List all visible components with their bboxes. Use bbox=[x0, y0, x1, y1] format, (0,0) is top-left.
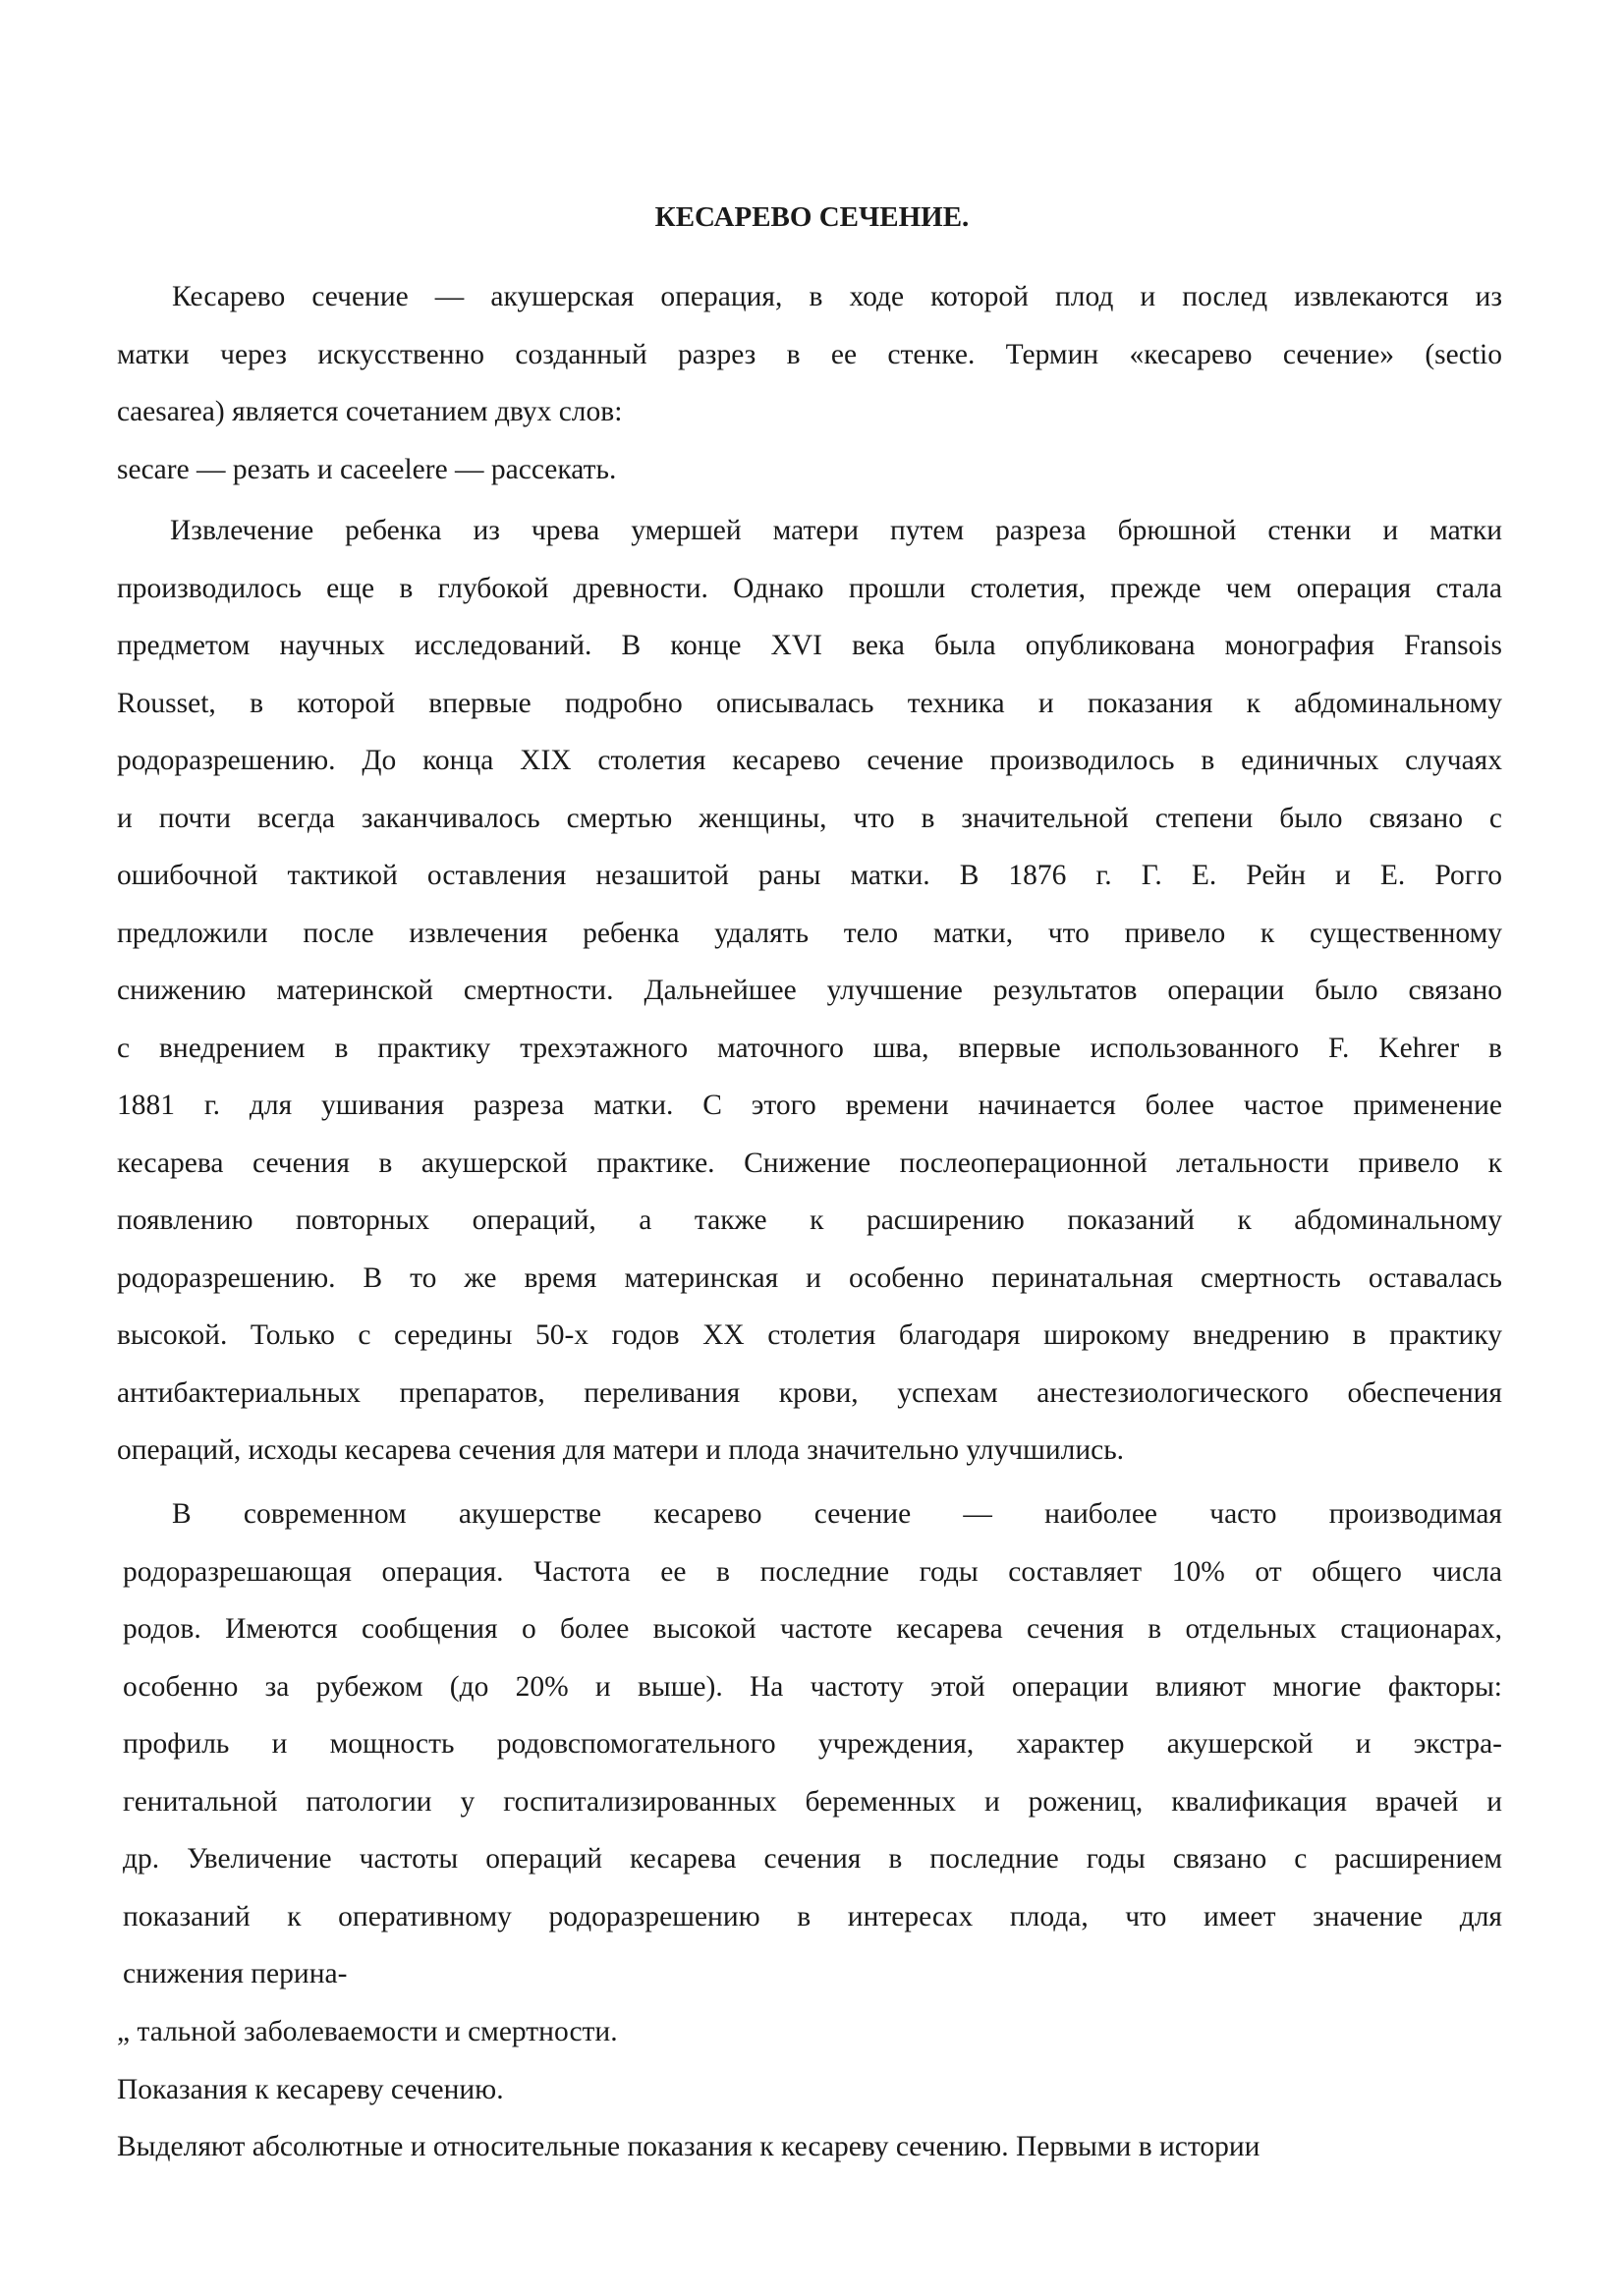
text-line: „ тальной заболеваемости и смертности. bbox=[117, 2016, 618, 2047]
text-line: кесарева сечения в акушерской практике. Снижение послеоперационной летальности привело к bbox=[117, 1147, 1502, 1179]
text-line: родоразрешению. В то же время материнская и особенно перинатальная смертность оставалась bbox=[117, 1261, 1502, 1294]
text-line: высокой. Только с середины 50-х годов XX столетия благодаря широкому внедрению в практику bbox=[117, 1319, 1502, 1351]
section-heading: Показания к кесареву сечению. bbox=[117, 2073, 504, 2105]
text-line: снижения перина- bbox=[123, 1958, 348, 1989]
text-line: secare — резать и caceelere — рассекать. bbox=[117, 453, 617, 485]
text-line: родов. Имеются сообщения о более высокой частоте кесарева сечения в отдельных стационарах, bbox=[123, 1613, 1502, 1645]
text-line: предложили после извлечения ребенка удалять тело матки, что привело к существенному bbox=[117, 917, 1502, 949]
document-title: КЕСАРЕВО СЕЧЕНИЕ. bbox=[654, 201, 970, 233]
text-line: генитальной патологии у госпитализированных беременных и рожениц, квалификация врачей и bbox=[123, 1785, 1502, 1818]
text-line: Rousset, в которой впервые подробно описывалась техника и показания к абдоминальному bbox=[117, 687, 1502, 719]
paragraph-3 bbox=[123, 1485, 1502, 2003]
text-line: матки через искусственно созданный разрез в ее стенке. Термин «кесарево сечение» (sectio bbox=[117, 338, 1502, 370]
text-line: ошибочной тактикой оставления незашитой раны матки. В 1876 г. Г. Е. Рейн и Е. Рогго bbox=[117, 860, 1502, 891]
text-line: с внедрением в практику трехэтажного маточного шва, впервые использованного F. Kehrer в bbox=[117, 1032, 1502, 1064]
text-line: показаний к оперативному родоразрешению в интересах плода, что имеет значение для bbox=[123, 1900, 1502, 1932]
text-line: профиль и мощность родовспомогательного учреждения, характер акушерской и экстра- bbox=[123, 1728, 1502, 1760]
text-line: производилось еще в глубокой древности. Однако прошли столетия, прежде чем операция стала bbox=[117, 572, 1502, 604]
text-line: появлению повторных операций, а также к расширению показаний к абдоминальному bbox=[117, 1204, 1502, 1236]
text-line: caesarea) является сочетанием двух слов: bbox=[117, 396, 623, 427]
trailing-lines bbox=[117, 2003, 1502, 2176]
text-line: родоразрешающая операция. Частота ее в последние годы составляет 10% от общего числа bbox=[123, 1555, 1502, 1588]
text-line: 1881 г. для ушивания разреза матки. С этого времени начинается более частое применение bbox=[117, 1090, 1502, 1121]
text-line: операций, исходы кесарева сечения для матери и плода значительно улучшились. bbox=[117, 1434, 1125, 1466]
text-line: Выделяют абсолютные и относительные показания к кесареву сечению. Первыми в истории bbox=[117, 2131, 1260, 2162]
text-line: предметом научных исследований. В конце XVI века была опубликована монография Fransois bbox=[117, 630, 1502, 661]
text-line: др. Увеличение частоты операций кесарева сечения в последние годы связано с расширением bbox=[123, 1843, 1502, 1875]
text-line: Извлечение ребенка из чрева умершей матери путем разреза брюшной стенки и матки bbox=[170, 515, 1502, 546]
text-line: родоразрешению. До конца XIX столетия кесарево сечение производилось в единичных случаях bbox=[117, 745, 1502, 776]
text-line: антибактериальных препаратов, переливания крови, успехам анестезиологического обеспечения bbox=[117, 1376, 1502, 1409]
text-line: особенно за рубежом (до 20% и выше). На частоту этой операции влияют многие факторы: bbox=[123, 1670, 1502, 1703]
text-line: Кесарево сечение — акушерская операция, в ходе которой плод и послед извлекаются из bbox=[172, 281, 1502, 312]
text-line: и почти всегда заканчивалось смертью женщины, что в значительной степени было связано с bbox=[117, 802, 1502, 834]
text-line: снижению материнской смертности. Дальнейшее улучшение результатов операции было связано bbox=[117, 975, 1502, 1006]
paragraph-1 bbox=[117, 268, 1502, 498]
paragraph-2 bbox=[117, 502, 1502, 1480]
text-line: В современном акушерстве кесарево сечение — наиболее часто производимая bbox=[172, 1498, 1502, 1530]
